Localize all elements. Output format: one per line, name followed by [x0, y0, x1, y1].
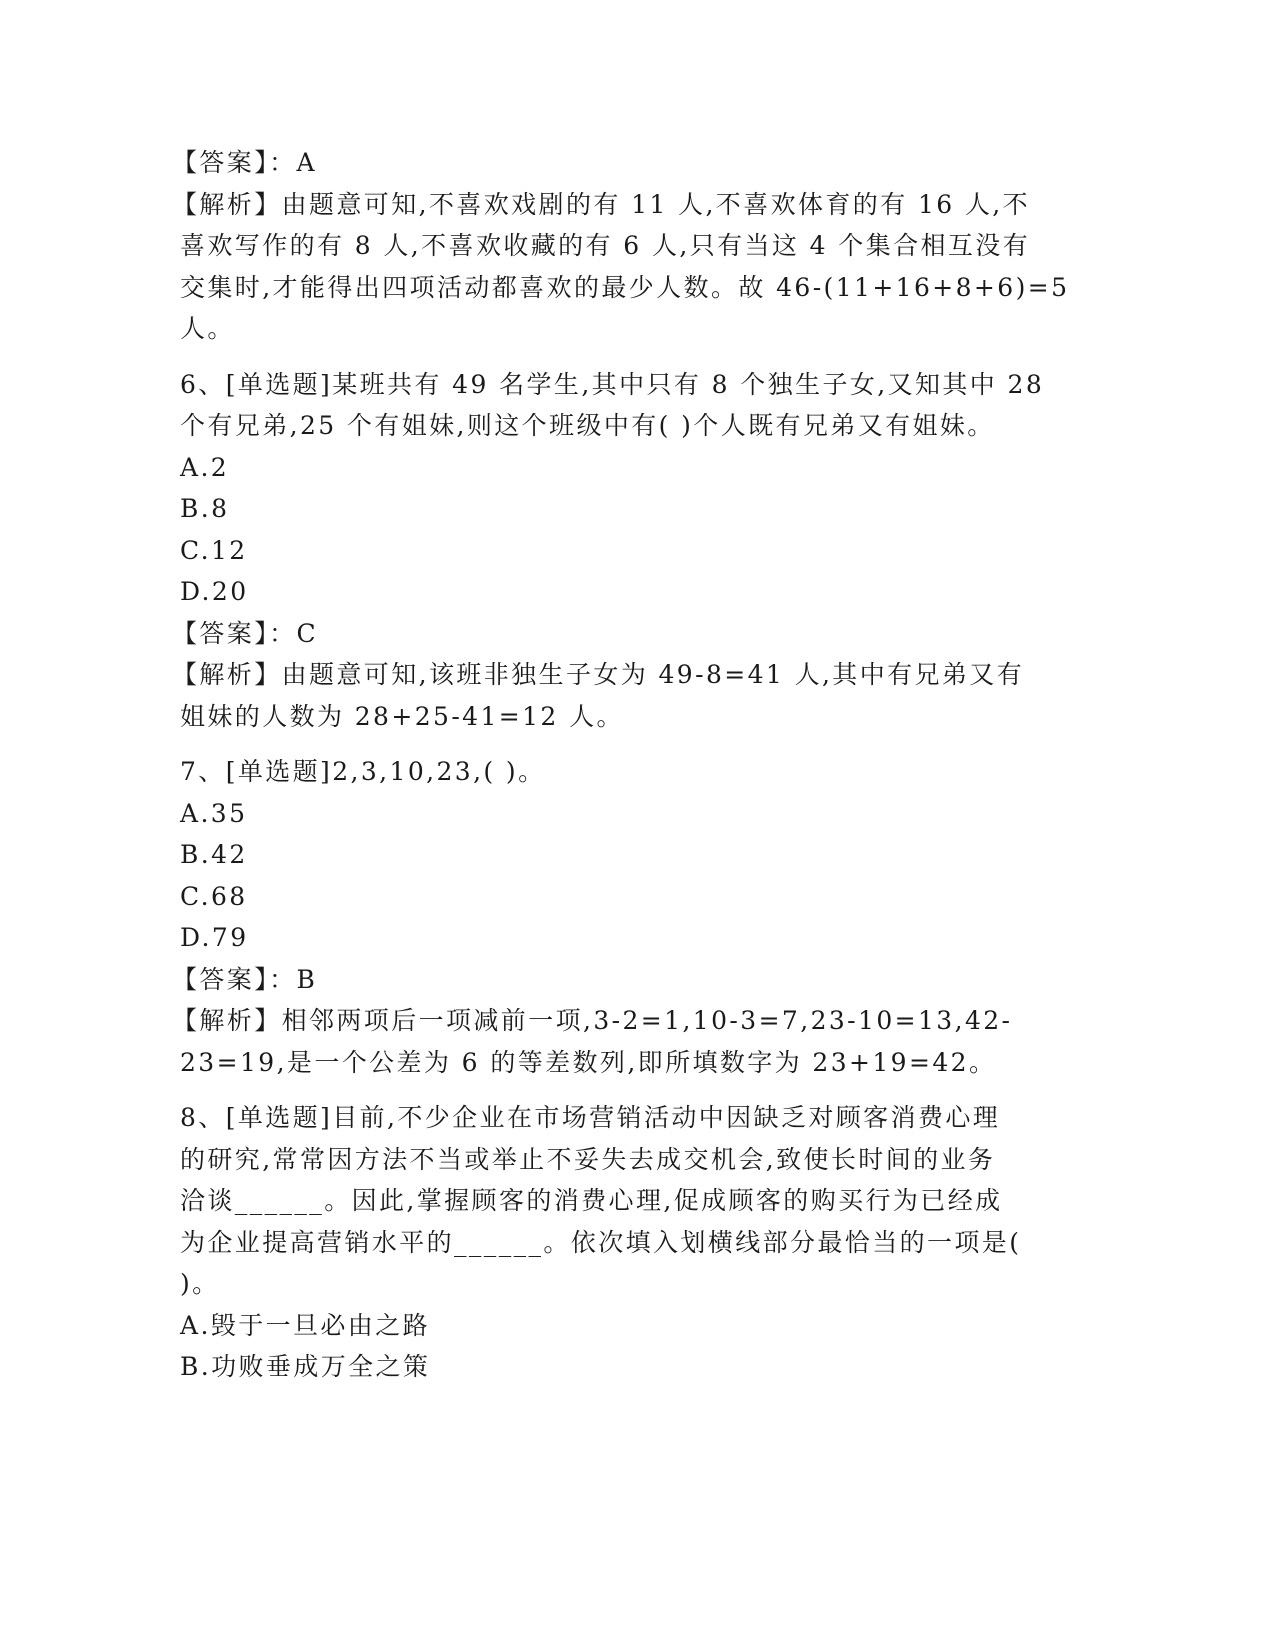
q6-block: [172, 364, 1080, 738]
q7-question-line-1: 7、[单选题]2,3,10,23,( )。: [180, 757, 546, 786]
q8-question-line-1: 8、[单选题]目前,不少企业在市场营销活动中因缺乏对顾客消费心理: [180, 1103, 1001, 1132]
q5-analysis-line-4: 人。: [180, 314, 235, 343]
q8-option-a: A.毁于一旦必由之路: [180, 1310, 431, 1340]
q7-option-b: B.42: [180, 840, 248, 869]
q7-analysis-line-1: 【解析】相邻两项后一项减前一项,3-2=1,10-3=7,23-10=13,42-: [172, 1006, 1013, 1035]
q5-analysis-line-1: 【解析】由题意可知,不喜欢戏剧的有 11 人,不喜欢体育的有 16 人,不: [172, 189, 1031, 219]
q5-block: [172, 142, 1080, 350]
q7-analysis-line-2: 23=19,是一个公差为 6 的等差数列,即所填数字为 23+19=42。: [180, 1047, 997, 1077]
q5-analysis-line-2: 喜欢写作的有 8 人,不喜欢收藏的有 6 人,只有当这 4 个集合相互没有: [180, 231, 1031, 260]
q6-analysis-line-2: 姐妹的人数为 28+25-41=12 人。: [180, 701, 624, 731]
q7-option-c: C.68: [180, 881, 248, 911]
document-page: [172, 142, 1080, 1388]
q6-option-d: D.20: [180, 577, 249, 606]
q5-analysis-line-3: 交集时,才能得出四项活动都喜欢的最少人数。故 46-(11+16+8+6)=5: [180, 272, 1070, 302]
q6-option-a: A.2: [180, 452, 230, 482]
q6-question-line-2: 个有兄弟,25 个有姐妹,则这个班级中有( )个人既有兄弟又有姐妹。: [180, 411, 995, 440]
q7-answer: 【答案】：B: [172, 964, 318, 994]
q6-option-b: B.8: [180, 494, 230, 523]
q8-question-line-5: )。: [180, 1269, 220, 1298]
q7-option-d: D.79: [180, 923, 249, 952]
q7-option-a: A.35: [180, 798, 248, 828]
q6-answer: 【答案】：C: [172, 618, 319, 648]
q8-block: [180, 1097, 1080, 1388]
q5-answer: 【答案】：A: [172, 148, 317, 177]
q6-option-c: C.12: [180, 535, 248, 565]
q8-question-line-4: 为企业提高营销水平的______。依次填入划横线部分最恰当的一项是(: [180, 1227, 1022, 1257]
q8-question-line-3: 洽谈______。因此,掌握顾客的消费心理,促成顾客的购买行为已经成: [180, 1186, 1003, 1215]
q8-option-b: B.功败垂成万全之策: [180, 1352, 431, 1381]
q6-question-line-1: 6、[单选题]某班共有 49 名学生,其中只有 8 个独生子女,又知其中 28: [180, 369, 1045, 399]
q6-analysis-line-1: 【解析】由题意可知,该班非独生子女为 49-8=41 人,其中有兄弟又有: [172, 660, 1025, 689]
q8-question-line-2: 的研究,常常因方法不当或举止不妥失去成交机会,致使长时间的业务: [180, 1144, 996, 1174]
q7-block: [172, 751, 1080, 1083]
